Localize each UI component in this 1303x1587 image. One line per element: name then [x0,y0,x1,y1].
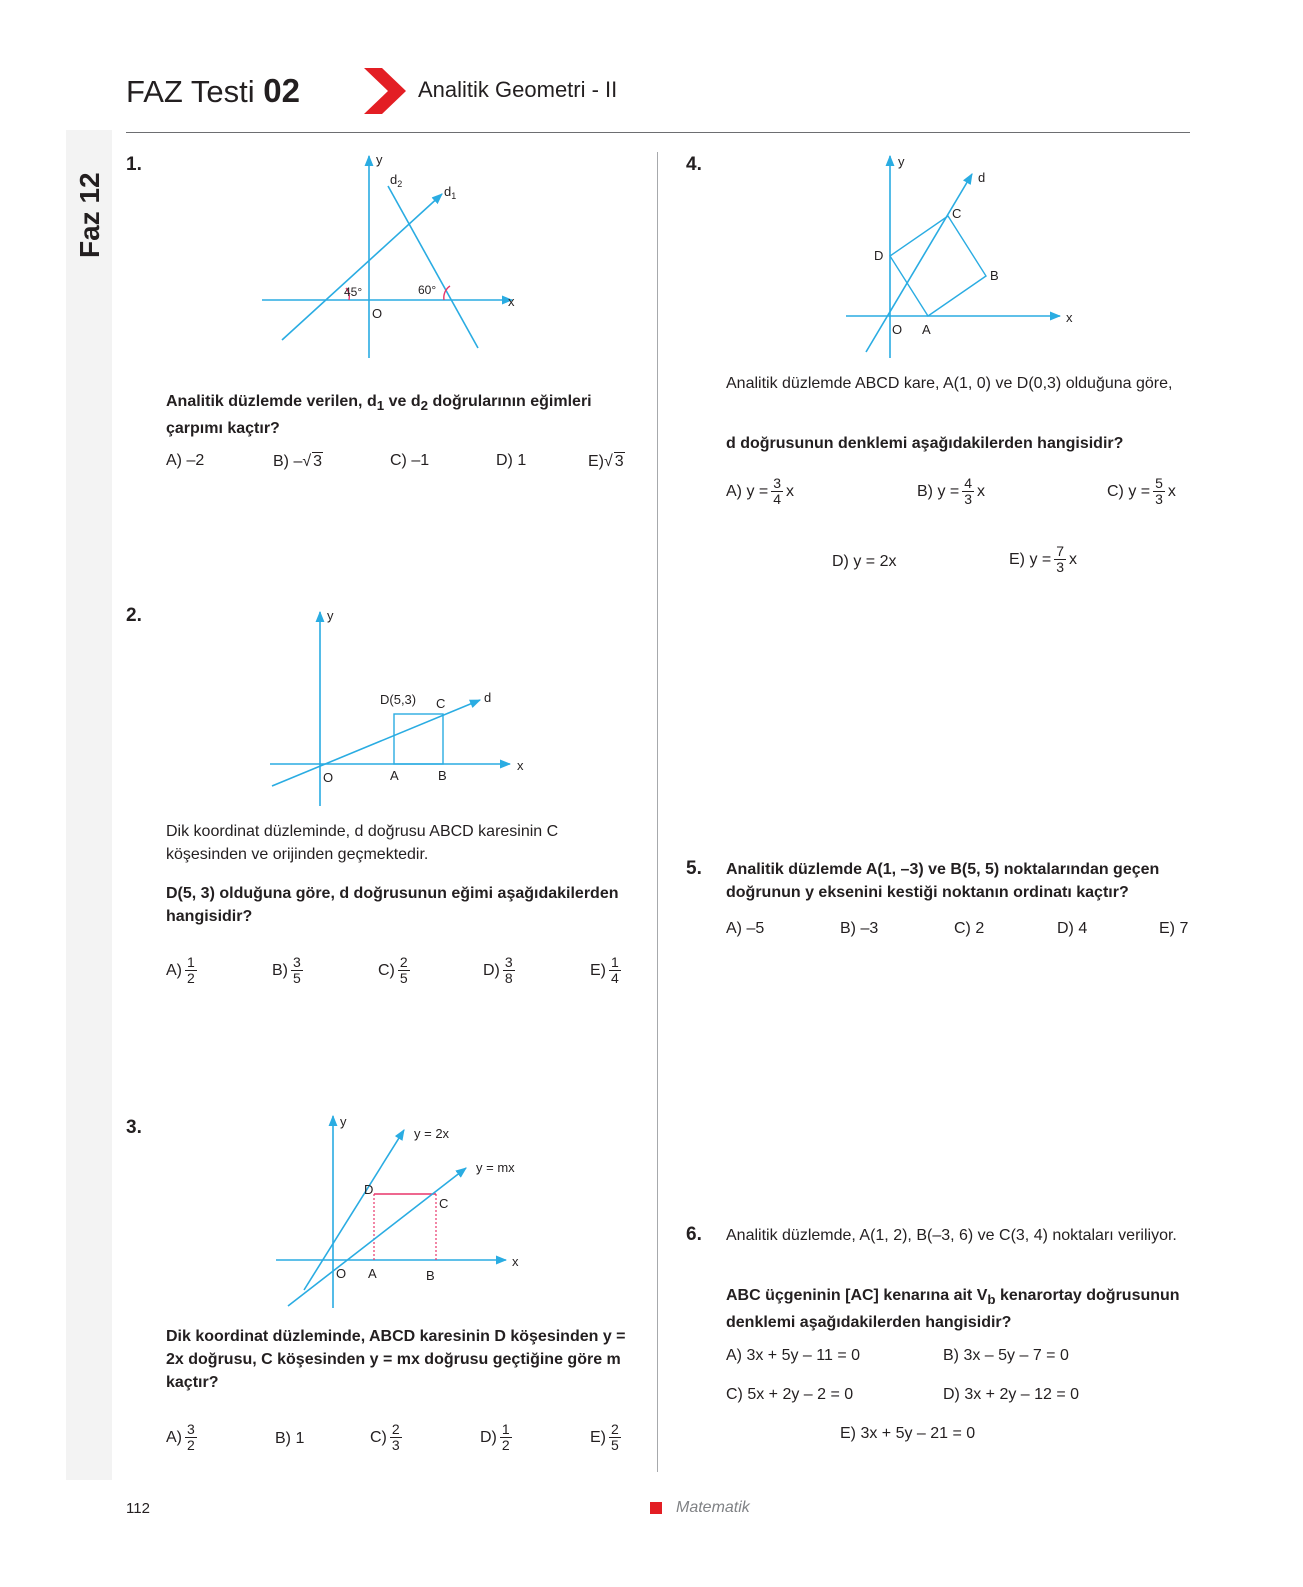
question-3-figure [276,1110,532,1310]
point-b-label: B [438,768,447,783]
q2-option-b[interactable]: B) $\frac{3}{5}$ [272,954,301,986]
line-y-2x [304,1130,404,1290]
origin-label: O [892,322,903,337]
question-5-number: 5. [686,858,702,879]
chevron-right-icon [364,68,406,114]
x-axis-label: x [517,758,524,773]
q6-option-e[interactable]: E) 3x + 5y – 21 = 0 [840,1425,976,1442]
q5-option-c[interactable]: C) 2 [954,920,985,937]
question-6-text: Analitik düzlemde, A(1, 2), B(–3, 6) ve C(3, 4) noktaları veriliyor. [726,1227,1177,1244]
header-divider [126,132,1190,133]
question-1-number: 1. [126,154,142,175]
q5-option-e[interactable]: E) 7 [1159,920,1189,937]
origin-label: O [323,770,334,785]
column-divider [657,152,658,1472]
y-axis-label: y [898,154,905,169]
question-3-prompt: Dik koordinat düzleminde, ABCD karesinin D köşesinden y = 2x doğrusu, C köşesinden y = mx doğrusu geçtiğine göre m kaçtır? [166,1328,626,1391]
point-d-label: D(5,3) [380,692,417,707]
y-axis-label: y [376,152,383,167]
q1-option-a[interactable]: A) –2 [166,452,205,469]
q3-option-e[interactable]: E) $\frac{2}{5}$ [590,1421,619,1453]
side-strip [66,130,112,1480]
question-6-number: 6. [686,1224,702,1245]
q3-option-b[interactable]: B) 1 [275,1430,305,1447]
q3-option-d[interactable]: D) $\frac{1}{2}$ [480,1421,510,1453]
question-2-prompt: D(5, 3) olduğuna göre, d doğrusunun eğimi aşağıdakilerden hangisidir? [166,885,619,925]
d2-label: $d_2$ [390,172,403,189]
question-3-number: 3. [126,1117,142,1138]
q5-option-a[interactable]: A) –5 [726,920,765,937]
side-tab-text: Faz 12 [74,172,105,258]
q4-option-a[interactable]: A) y = $\frac{3}{4}$ x [726,475,795,507]
line-y-mx [288,1168,466,1306]
point-a-label: A [922,322,931,337]
question-5-prompt: Analitik düzlemde A(1, –3) ve B(5, 5) noktalarından geçen doğrunun y eksenini kestiği noktanın ordinatı kaçtır? [726,861,1160,901]
chapter-subtitle: Analitik Geometri - II [418,77,618,102]
q6-option-c[interactable]: C) 5x + 2y – 2 = 0 [726,1386,854,1403]
q4-option-d[interactable]: D) y = 2x [832,553,897,570]
q1-option-e[interactable]: E) √ 3 [588,452,624,470]
square-abcd [394,714,443,764]
point-d-label: D [364,1182,374,1197]
q5-option-d[interactable]: D) 4 [1057,920,1088,937]
q2-option-c[interactable]: C) $\frac{2}{5}$ [378,954,408,986]
page-number: 112 [126,1500,150,1517]
line-d1 [282,194,442,340]
line-d-label: d [484,690,492,705]
question-1-figure [262,152,538,358]
d1-label: $d_1$ [444,184,457,201]
x-axis-label: x [512,1254,519,1269]
line-y-2x-label: y = 2x [414,1126,450,1141]
q3-option-c[interactable]: C) $\frac{2}{3}$ [370,1421,400,1453]
q4-option-b[interactable]: B) y = $\frac{4}{3}$ x [917,475,986,507]
line-d2 [388,186,478,348]
angle-60-label: 60° [418,283,437,297]
point-c-label: C [436,696,446,711]
faz-12-logo [72,150,106,260]
test-title-prefix: FAZ Testi [126,74,255,109]
q6-option-b[interactable]: B) 3x – 5y – 7 = 0 [943,1347,1069,1364]
q1-option-c[interactable]: C) –1 [390,452,430,469]
q2-option-e[interactable]: E) $\frac{1}{4}$ [590,954,619,986]
q4-option-e[interactable]: E) y = $\frac{7}{3}$ x [1009,543,1078,575]
q6-option-d[interactable]: D) 3x + 2y – 12 = 0 [943,1386,1080,1403]
q4-option-c[interactable]: C) y = $\frac{5}{3}$ x [1107,475,1176,507]
line-d [866,174,972,352]
point-c-label: C [439,1196,449,1211]
point-a-label: A [390,768,399,783]
line-d-label: d [978,170,986,185]
angle-45-label: 45° [344,285,363,299]
question-4-figure [846,152,1086,360]
q1-option-d[interactable]: D) 1 [496,452,527,469]
q2-option-d[interactable]: D) $\frac{3}{8}$ [483,954,513,986]
point-a-label: A [368,1266,377,1281]
y-axis-label: y [340,1114,347,1129]
point-c-label: C [952,206,962,221]
q2-option-a[interactable]: A) $\frac{1}{2}$ [166,954,195,986]
origin-label: O [372,306,383,321]
footer-marker [650,1502,662,1514]
x-axis-label: x [1066,310,1073,325]
subject-label: Matematik [676,1499,750,1516]
point-b-label: B [990,268,999,283]
question-4-text: Analitik düzlemde ABCD kare, A(1, 0) ve D(0,3) olduğuna göre, [726,375,1173,392]
question-1-text: Analitik düzlemde verilen, $d_1$ ve $d_2$ doğrularının eğimleri çarpımı kaçtır? [166,393,592,438]
question-4-number: 4. [686,154,702,175]
question-2-figure [270,606,536,806]
q3-option-a[interactable]: A) $\frac{3}{2}$ [166,1421,195,1453]
question-2-text: Dik koordinat düzleminde, d doğrusu ABCD karesinin C köşesinden ve orijinden geçmektedir. [166,823,559,863]
origin-label: O [336,1266,347,1281]
y-axis-label: y [327,608,334,623]
x-axis-label: x [508,294,515,309]
question-4-prompt: d doğrusunun denklemi aşağıdakilerden hangisidir? [726,435,1124,452]
test-number: 02 [263,72,300,109]
line-d [272,700,480,786]
q5-option-b[interactable]: B) –3 [840,920,879,937]
question-2-number: 2. [126,605,142,626]
q1-option-b[interactable]: B) – √ 3 [273,452,323,470]
point-b-label: B [426,1268,435,1283]
question-6-prompt: ABC üçgeninin [AC] kenarına ait $V_b$ kenarortay doğrusunun denklemi aşağıdakilerden hangisidir? [726,1287,1180,1332]
q6-option-a[interactable]: A) 3x + 5y – 11 = 0 [726,1347,861,1364]
test-title [126,72,300,110]
line-y-mx-label: y = mx [476,1160,515,1175]
point-d-label: D [874,248,884,263]
